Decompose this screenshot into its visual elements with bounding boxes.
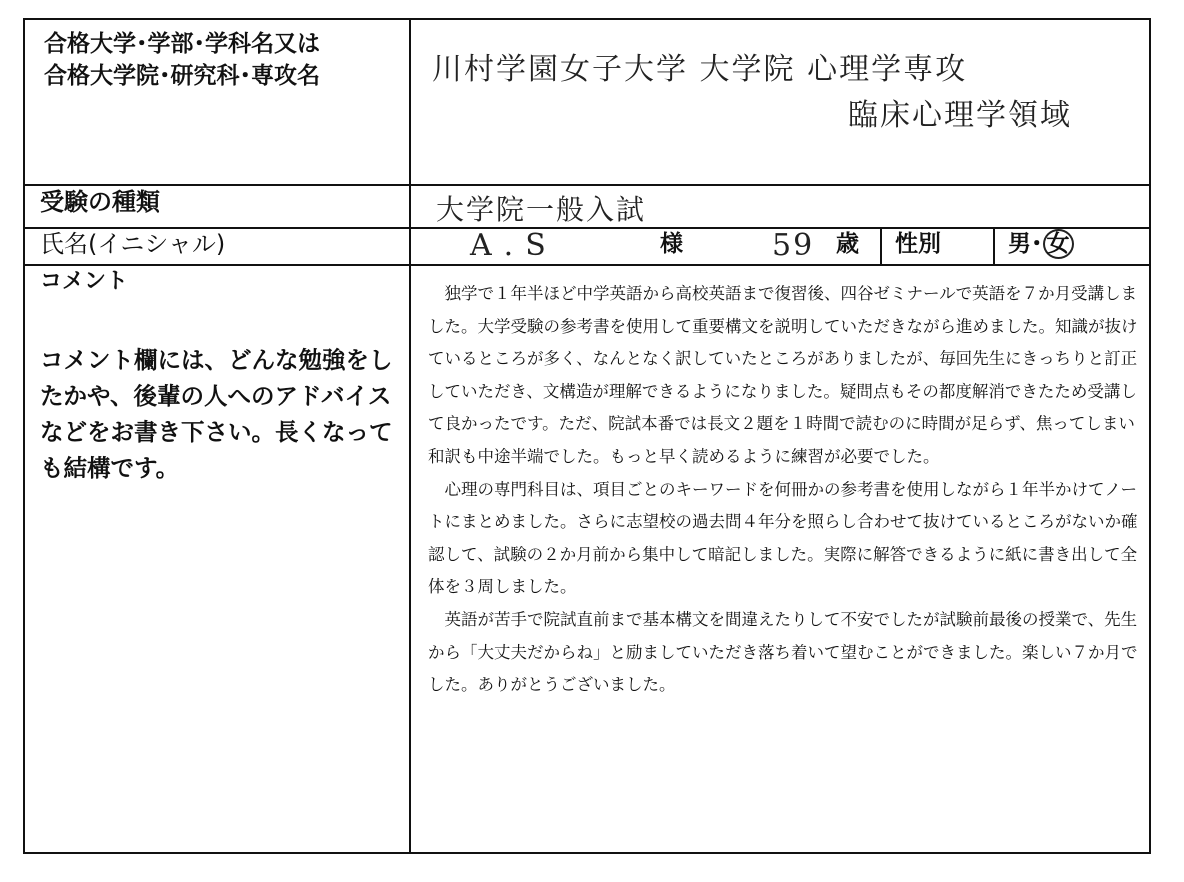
school-label-line2: 合格大学院･研究科･専攻名	[44, 63, 320, 89]
column-divider	[880, 227, 882, 264]
school-label-line1: 合格大学･学部･学科名又は	[44, 31, 320, 57]
gender-female-circled: 女	[1043, 229, 1074, 259]
exam-type-entry: 大学院一般入試	[436, 193, 647, 226]
gender-options	[1008, 229, 1074, 259]
row-divider	[25, 184, 1149, 186]
row-divider	[25, 264, 1149, 266]
initials-entry: A.S	[470, 228, 558, 263]
school-entry-line1: 川村学園女子大学 大学院 心理学専攻	[432, 52, 968, 87]
school-entry-line2: 臨床心理学領域	[848, 98, 1072, 133]
school-label	[44, 28, 320, 92]
comment-paragraph: 独学で１年半ほど中学英語から高校英語まで復習後、四谷ゼミナールで英語を７か月受講しました。大学受験の参考書を使用して重要構文を説明していただきながら進めました。知識が抜けているところが多く、なんとなく訳していたところがありましたが、毎回先生にきっちりと訂正していただき、文構造が理解できるようになりました。疑問点もその都度解消できたため受講して良かったです。ただ、院試本番では長文２題を１時間で読むのに時間が足らず、焦ってしまい和訳も中途半端でした。もっと早く読めるように練習が必要でした。	[428, 284, 1138, 466]
comment-paragraph: 心理の専門科目は、項目ごとのキーワードを何冊かの参考書を使用しながら１年半かけてノートにまとめました。さらに志望校の過去問４年分を照らし合わせて抜けているところがないか確認して、試験の２か月前から集中して暗記しました。実際に解答できるように紙に書き出して全体を３周しました。	[428, 479, 1138, 597]
age-unit: 歳	[836, 231, 859, 257]
exam-type-label: 受験の種類	[40, 188, 160, 216]
comment-body	[428, 278, 1140, 702]
column-divider	[409, 20, 411, 852]
comment-label: コメント	[40, 269, 129, 294]
name-label: 氏名(イニシャル)	[40, 230, 226, 258]
gender-male: 男	[1008, 231, 1031, 257]
gender-separator: ･	[1031, 231, 1043, 257]
age-entry: 59	[772, 228, 815, 263]
comment-paragraph: 英語が苦手で院試直前まで基本構文を間違えたりして不安でしたが試験前最後の授業で、先生から「大丈夫だからね」と励ましていただき落ち着いて望むことができました。楽しい７か月でした。ありがとうございました。	[428, 609, 1138, 695]
gender-label: 性別	[895, 231, 941, 257]
comment-instruction: コメント欄には、どんな勉強をしたかや、後輩の人へのアドバイスなどをお書き下さい。長くなっても結構です。	[40, 346, 393, 482]
honorific: 様	[660, 231, 683, 257]
column-divider	[993, 227, 995, 264]
